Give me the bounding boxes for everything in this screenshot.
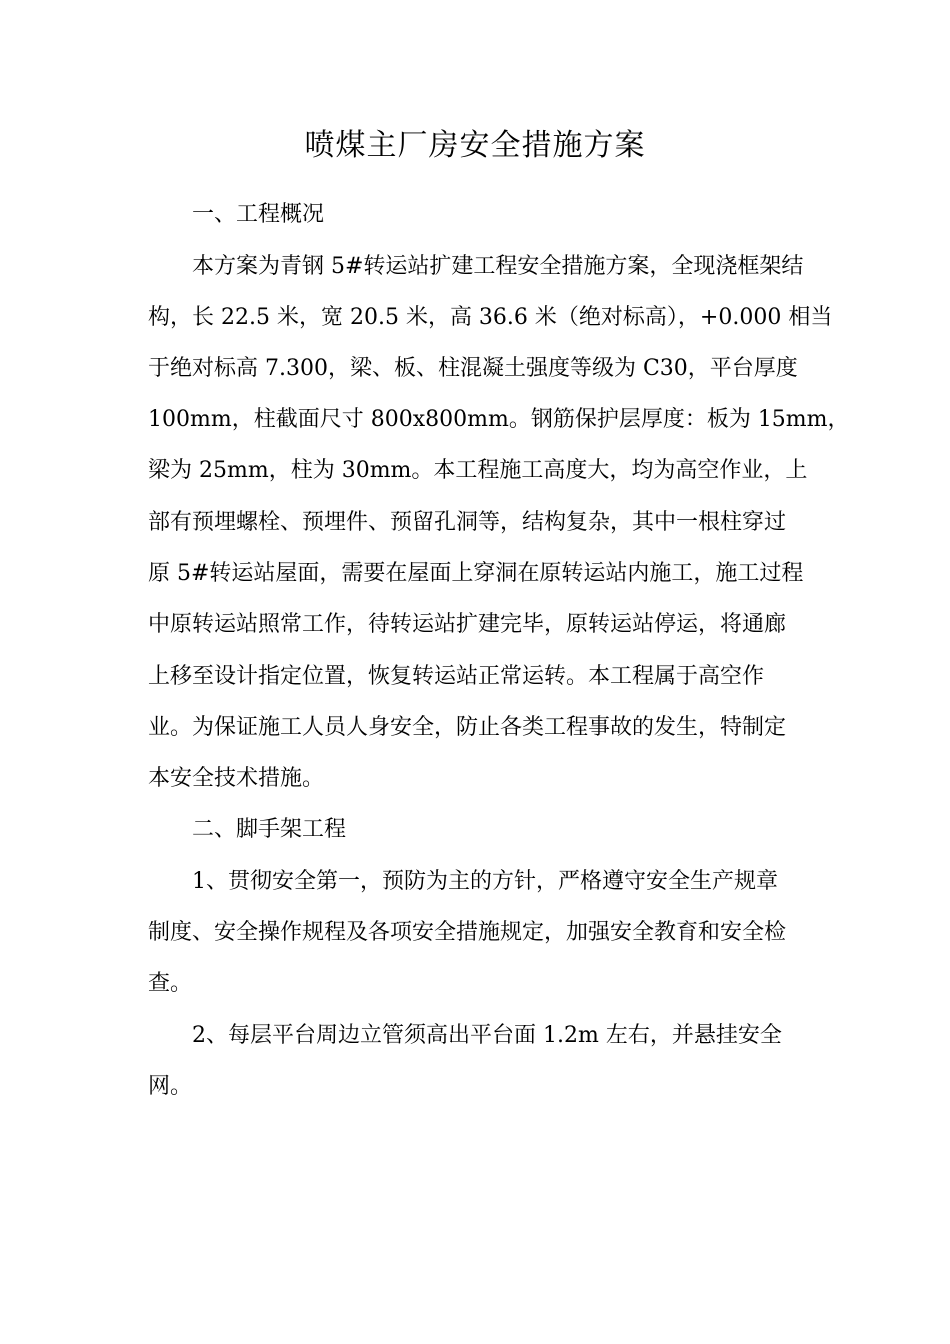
- section-heading-overview: 一、工程概况: [192, 202, 325, 227]
- paragraph-line: 本方案为青钢 5#转运站扩建工程安全措施方案，全现浇框架结: [192, 254, 804, 279]
- list-item-line: 网。: [148, 1074, 193, 1099]
- paragraph-line: 部有预埋螺栓、预埋件、预留孔洞等，结构复杂，其中一根柱穿过: [148, 510, 787, 535]
- document-title: 喷煤主厂房安全措施方案: [304, 128, 646, 163]
- paragraph-line: 构，长 22.5 米，宽 20.5 米，高 36.6 米（绝对标高），+0.000 相当: [148, 305, 833, 330]
- section-heading-scaffolding: 二、脚手架工程: [192, 817, 347, 842]
- list-item-line: 1、贯彻安全第一，预防为主的方针，严格遵守安全生产规章: [192, 869, 778, 894]
- paragraph-line: 本安全技术措施。: [148, 766, 325, 791]
- paragraph-line: 业。为保证施工人员人身安全，防止各类工程事故的发生，特制定: [148, 715, 787, 740]
- list-item-line: 制度、安全操作规程及各项安全措施规定，加强安全教育和安全检: [148, 920, 787, 945]
- paragraph-line: 上移至设计指定位置，恢复转运站正常运转。本工程属于高空作: [148, 664, 765, 689]
- paragraph-line: 梁为 25mm，柱为 30mm。本工程施工高度大，均为高空作业，上: [148, 458, 808, 483]
- paragraph-line: 原 5#转运站屋面，需要在屋面上穿洞在原转运站内施工，施工过程: [148, 561, 804, 586]
- list-item-line: 2、每层平台周边立管须高出平台面 1.2m 左右，并悬挂安全: [192, 1023, 782, 1048]
- list-item-line: 查。: [148, 971, 193, 996]
- paragraph-line: 中原转运站照常工作，待转运站扩建完毕，原转运站停运，将通廊: [148, 612, 787, 637]
- paragraph-line: 于绝对标高 7.300，梁、板、柱混凝土强度等级为 C30，平台厚度: [148, 356, 798, 381]
- paragraph-line: 100mm，柱截面尺寸 800x800mm。钢筋保护层厚度：板为 15mm，: [148, 407, 850, 432]
